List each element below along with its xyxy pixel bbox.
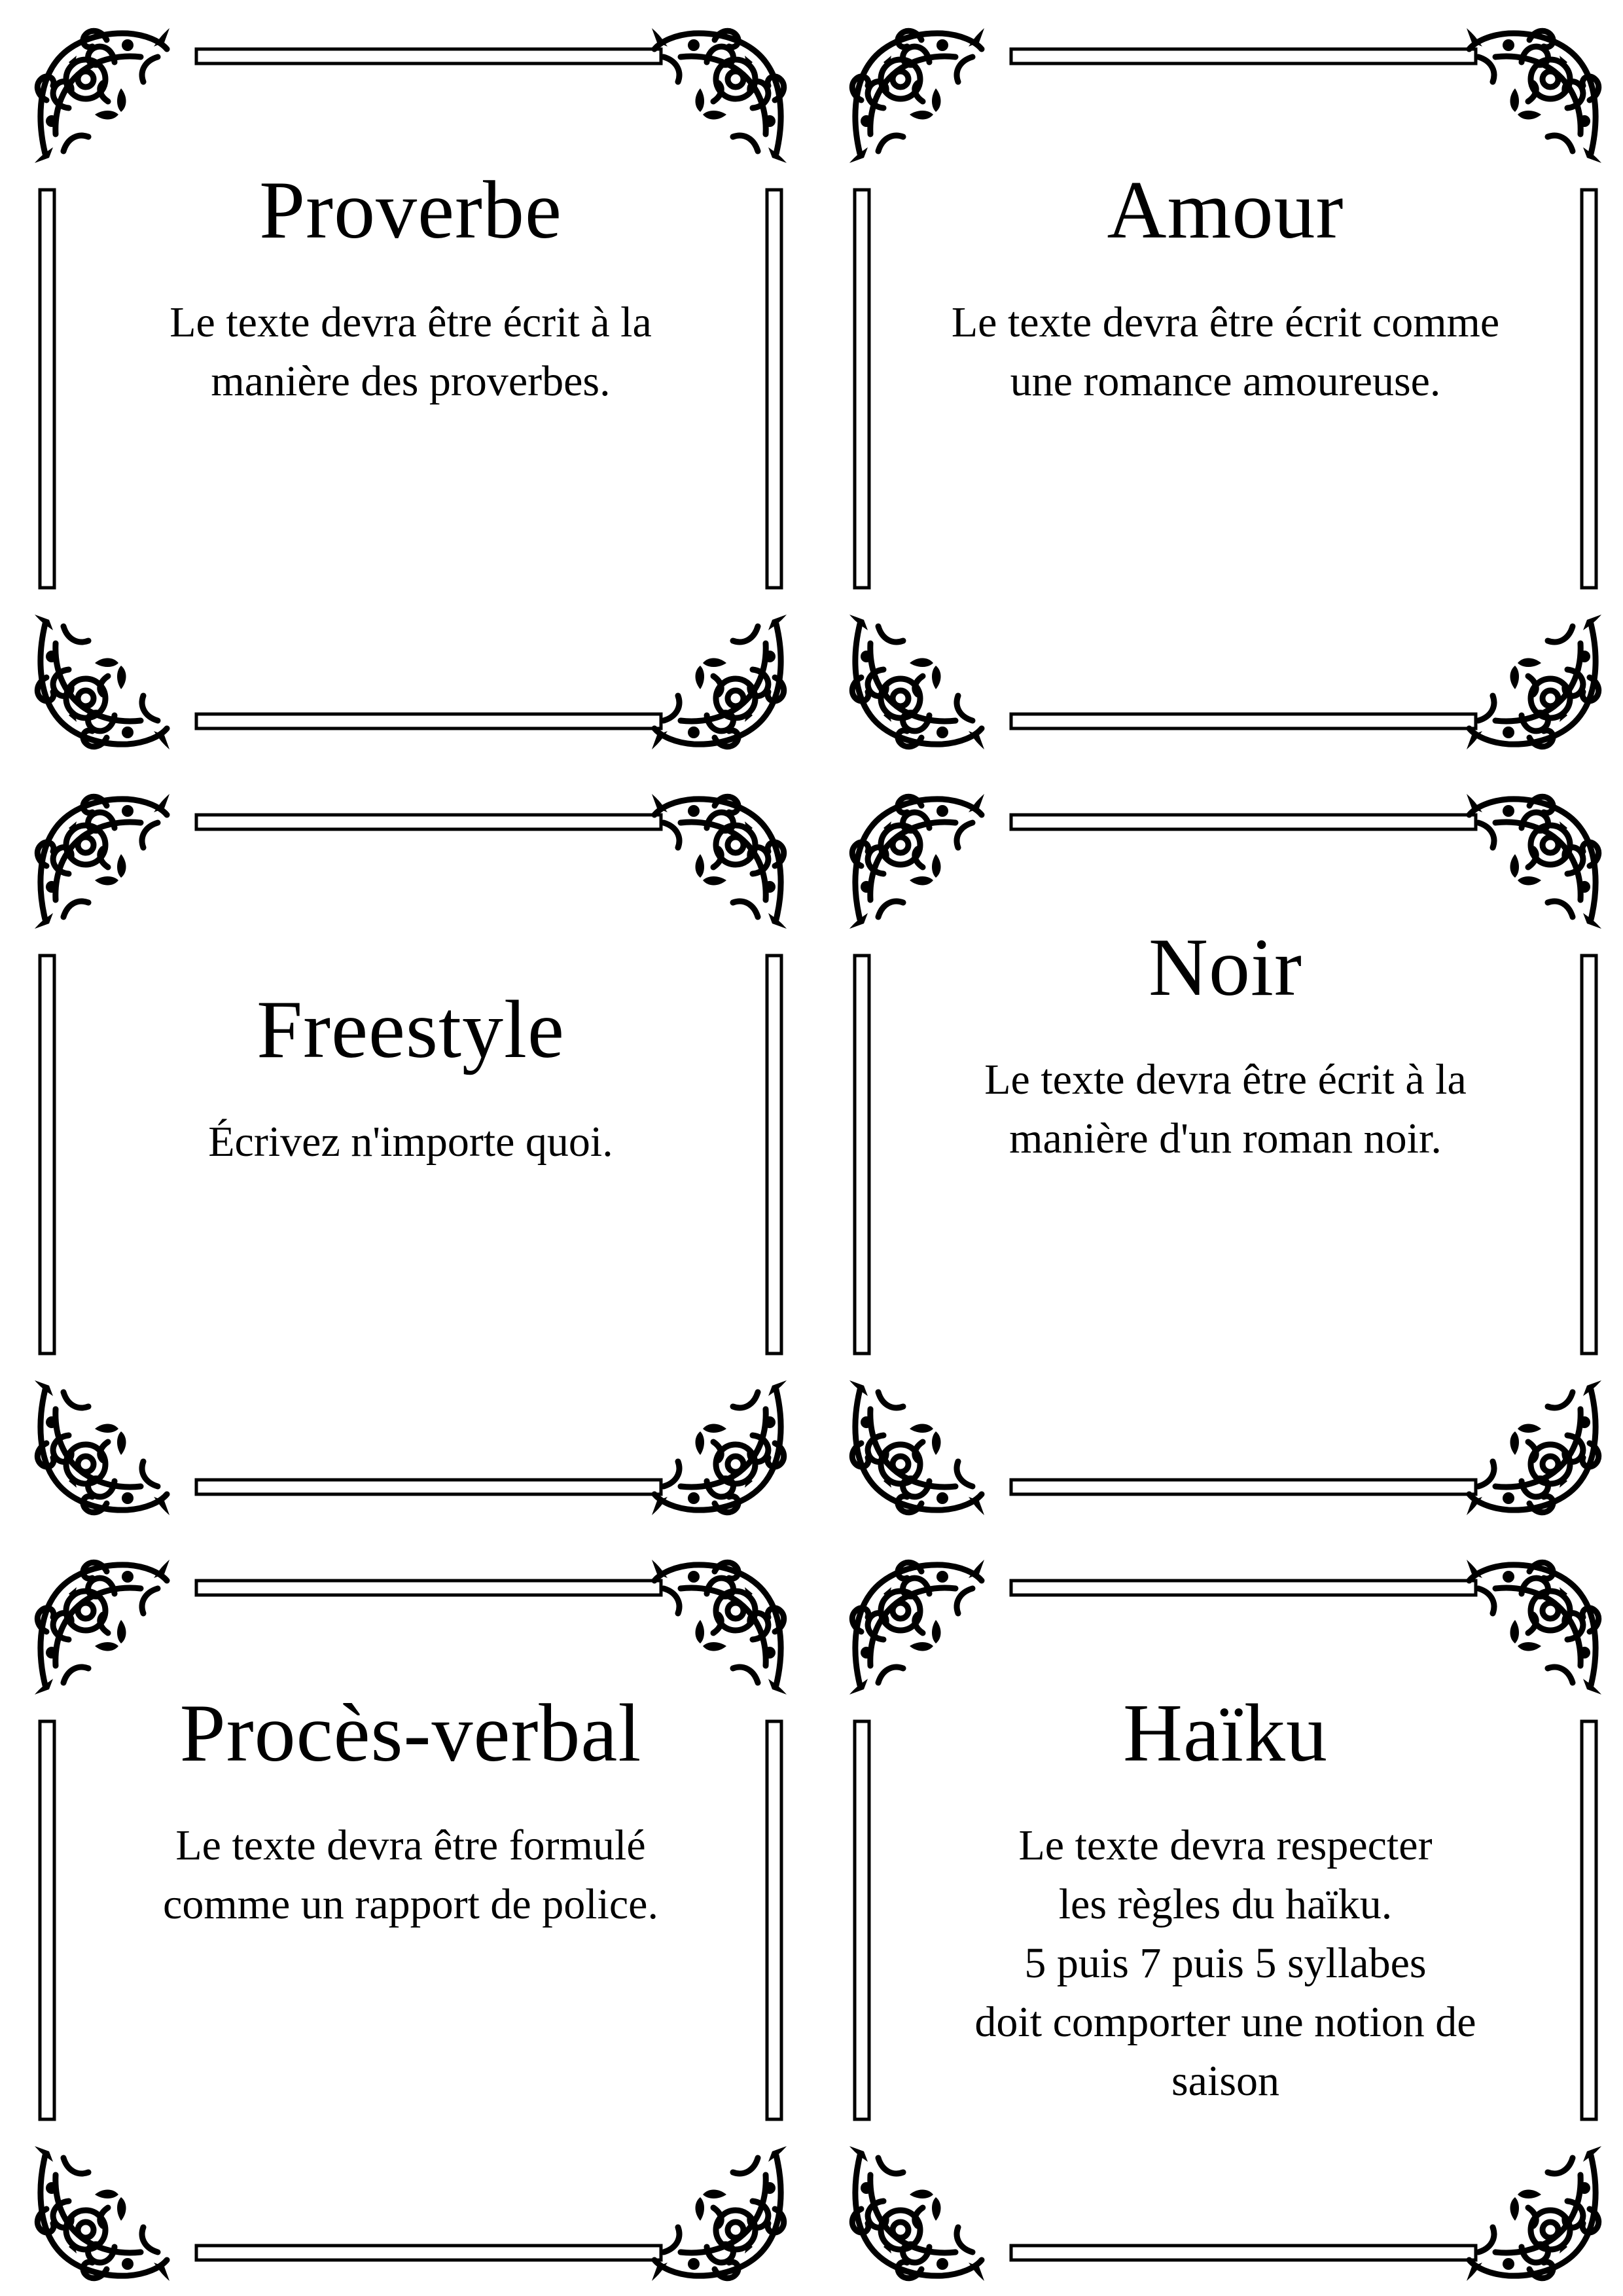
description-line: manière d'un roman noir. xyxy=(1009,1114,1442,1162)
card-content xyxy=(108,1689,713,1934)
card-content xyxy=(923,923,1528,1168)
card-noir xyxy=(844,789,1607,1520)
card-content xyxy=(923,1689,1528,2111)
card-description xyxy=(108,293,713,411)
description-line: Le texte devra être écrit à la xyxy=(169,298,652,346)
card-title: Procès-verbal xyxy=(179,1688,642,1779)
card-proverbe xyxy=(29,23,792,755)
description-line: Le texte devra être formulé xyxy=(175,1821,646,1869)
card-amour xyxy=(844,23,1607,755)
card-description xyxy=(923,293,1528,411)
description-line: saison xyxy=(1171,2056,1279,2105)
description-line: Écrivez n'importe quoi. xyxy=(208,1117,613,1166)
description-line: manière des proverbes. xyxy=(211,357,611,405)
card-freestyle xyxy=(29,789,792,1520)
card-description xyxy=(108,1113,713,1172)
description-line: comme un rapport de police. xyxy=(163,1880,658,1928)
card-content xyxy=(108,166,713,411)
card-title: Proverbe xyxy=(259,165,562,256)
card-description xyxy=(923,1050,1528,1168)
description-line: 5 puis 7 puis 5 syllabes xyxy=(1024,1939,1427,1987)
description-line: Le texte devra être écrit à la xyxy=(984,1055,1467,1103)
card-description xyxy=(923,1816,1528,2111)
card-title: Haïku xyxy=(1123,1688,1328,1779)
card-description xyxy=(108,1816,713,1934)
card-proces-verbal xyxy=(29,1554,792,2286)
card-title: Freestyle xyxy=(257,984,565,1075)
description-line: Le texte devra être écrit comme xyxy=(951,298,1500,346)
card-content xyxy=(923,166,1528,411)
description-line: Le texte devra respecter xyxy=(1018,1821,1433,1869)
description-line: les règles du haïku. xyxy=(1058,1880,1393,1928)
description-line: une romance amoureuse. xyxy=(1010,357,1441,405)
card-title: Amour xyxy=(1107,165,1344,256)
card-haiku xyxy=(844,1554,1607,2286)
description-line: doit comporter une notion de xyxy=(974,1998,1476,2046)
card-content xyxy=(108,985,713,1172)
card-title: Noir xyxy=(1149,922,1302,1013)
